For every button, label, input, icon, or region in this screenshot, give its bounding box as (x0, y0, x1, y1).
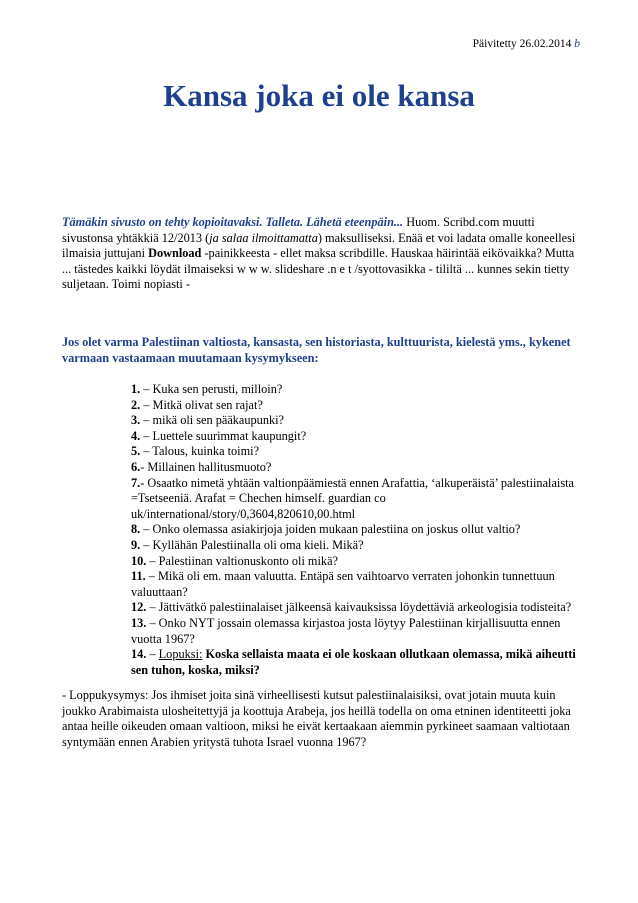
intro-lead: Tämäkin sivusto on tehty kopioitavaksi. Talleta. Lähetä eteenpäin... (62, 215, 404, 229)
list-item: 9. – Kyllähän Palestiinalla oli oma kieli. Mikä? (131, 537, 364, 552)
final-question: - Loppukysymys: Jos ihmiset joita sinä virheellisesti kutsut palestiinalaisiksi, ovat jotain muuta kuin joukko Arabimaista ulosheitettyjä ja koottuja Arabeja, jos heillä todella on oma etninen identiteetti joka antaa heille oikeuden omaan valtioon, miksi he eivät kertaakaan aiemmin pyrkineet saamaan valtiotaan syntymään ennen Arabien yritystä tuhota Israel vuonna 1967? (62, 688, 571, 749)
page-title: Kansa joka ei ole kansa (163, 78, 475, 113)
intro-italic: ja salaa ilmoittamatta (209, 230, 318, 245)
list-item: 8. – Onko olemassa asiakirjoja joiden mukaan palestiina on joskus ollut valtio? (131, 522, 521, 537)
list-item: 4. – Luettele suurimmat kaupungit? (131, 428, 307, 443)
question-list (131, 382, 583, 678)
list-item: 2. – Mitkä olivat sen rajat? (131, 397, 263, 412)
updated-text: Päivitetty 26.02.2014 (472, 38, 572, 50)
list-item: 10. – Palestiinan valtionuskonto oli mikä? (131, 553, 338, 568)
question-intro: Jos olet varma Palestiinan valtiosta, kansasta, sen historiasta, kulttuurista, kielestä yms., kykenet varmaan vastaamaan muutamaan kysymykseen: (62, 335, 571, 365)
list-item-last: 14. – Lopuksi: Koska sellaista maata ei ole koskaan ollutkaan olemassa, mikä aiheutti sen tuhon, koska, miksi? (131, 647, 576, 677)
list-item: 11. – Mikä oli em. maan valuutta. Entäpä sen vaihtoarvo verraten johonkin tunnettuun valuuttaan? (131, 569, 555, 599)
list-item: 13. – Onko NYT jossain olemassa kirjastoa josta löytyy Palestiinan kirjallisuutta ennen vuotta 1967? (131, 615, 561, 646)
list-item: 6.- Millainen hallitusmuoto? (131, 459, 272, 474)
list-item: 12. – Jättivätkö palestiinalaiset jälkeensä kaivauksissa löydettäviä arkeologisia todisteita? (131, 600, 572, 615)
lopuksi-label: Lopuksi: (158, 647, 203, 662)
list-item: 1. – Kuka sen perusti, milloin? (131, 382, 283, 396)
download-label: Download (148, 246, 202, 261)
list-item: 5. – Talous, kuinka toimi? (131, 444, 260, 459)
intro-text-2: ) maksulliseksi. Enää et voi ladata omalle koneellesi ilmaisia juttujani (62, 230, 576, 261)
updated-mark: b (574, 38, 580, 50)
intro-text-3: -painikkeesta - ellet maksa scribdille. Hauskaa häirintää eikövaikka? Mutta ... tästedes kaikki löydät ilmaiseksi w w w. slideshare .n e t /syottovasikka - tililtä ... kunnes sekin tietty suljetaan. Toimi nopiasti - (62, 246, 575, 292)
list-item: 3. – mikä oli sen pääkaupunki? (131, 413, 285, 428)
intro-text-1: Huom. Scribd.com muutti sivustonsa yhtäkkiä 12/2013 ( (62, 215, 535, 245)
updated-date (473, 38, 580, 50)
list-item: 7.- Osaatko nimetä yhtään valtionpäämiestä ennen Arafattia, ‘alkuperäistä’ palestiinalaista =Tsetseeniä. Arafat = Chechen himself. guardian co uk/international/story/0,3604,820610,00.html (131, 475, 574, 521)
intro-paragraph (62, 215, 582, 293)
